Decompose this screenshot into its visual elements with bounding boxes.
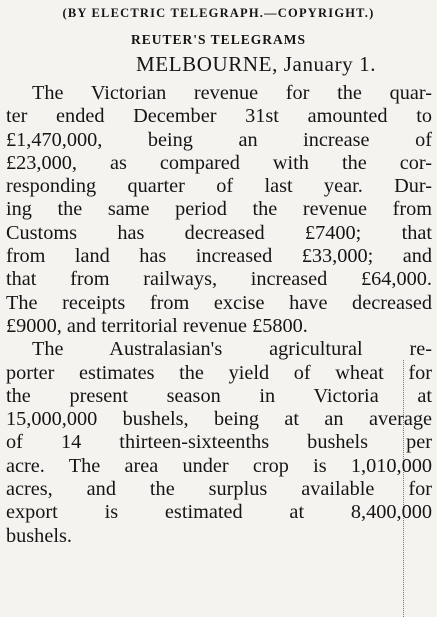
article-line: porter estimates the yield of wheat for (6, 361, 432, 384)
article-line: £9000, and territorial revenue £5800. (6, 314, 308, 337)
article-line: Customs has decreased £7400; that (6, 221, 432, 244)
agency-heading: REUTER'S TELEGRAMS (131, 32, 306, 47)
article-line: responding quarter of last year. Dur- (6, 175, 432, 198)
article-line: £23,000, as compared with the cor- (6, 151, 432, 174)
article-line: acre. The area under crop is 1,010,000 (6, 454, 432, 477)
article-line: 15,000,000 bushels, being at an average (6, 408, 432, 431)
article-line: acres, and the surplus available for (6, 478, 432, 501)
dateline: MELBOURNE, January 1. (136, 52, 377, 76)
article-line: ing the same period the revenue from (6, 198, 432, 221)
article-line: the present season in Victoria at (6, 384, 432, 407)
article-line: that from railways, increased £64,000. (6, 268, 432, 291)
article-line: ter ended December 31st amounted to (6, 105, 432, 128)
article-line: bushels. (6, 524, 72, 547)
article-line: from land has increased £33,000; and (6, 245, 432, 268)
article-line: export is estimated at 8,400,000 (6, 501, 432, 524)
article-line: The receipts from excise have decreased (6, 291, 432, 314)
telegraph-credit-line: (BY ELECTRIC TELEGRAPH.—COPYRIGHT.) (62, 6, 375, 20)
article-line: The Victorian revenue for the quar- (32, 82, 432, 104)
article-line: The Australasian's agricultural re- (32, 338, 432, 361)
article-line: of 14 thirteen-sixteenths bushels per (6, 431, 432, 454)
article-line: £1,470,000, being an increase of (6, 128, 432, 151)
article-body (6, 82, 432, 548)
